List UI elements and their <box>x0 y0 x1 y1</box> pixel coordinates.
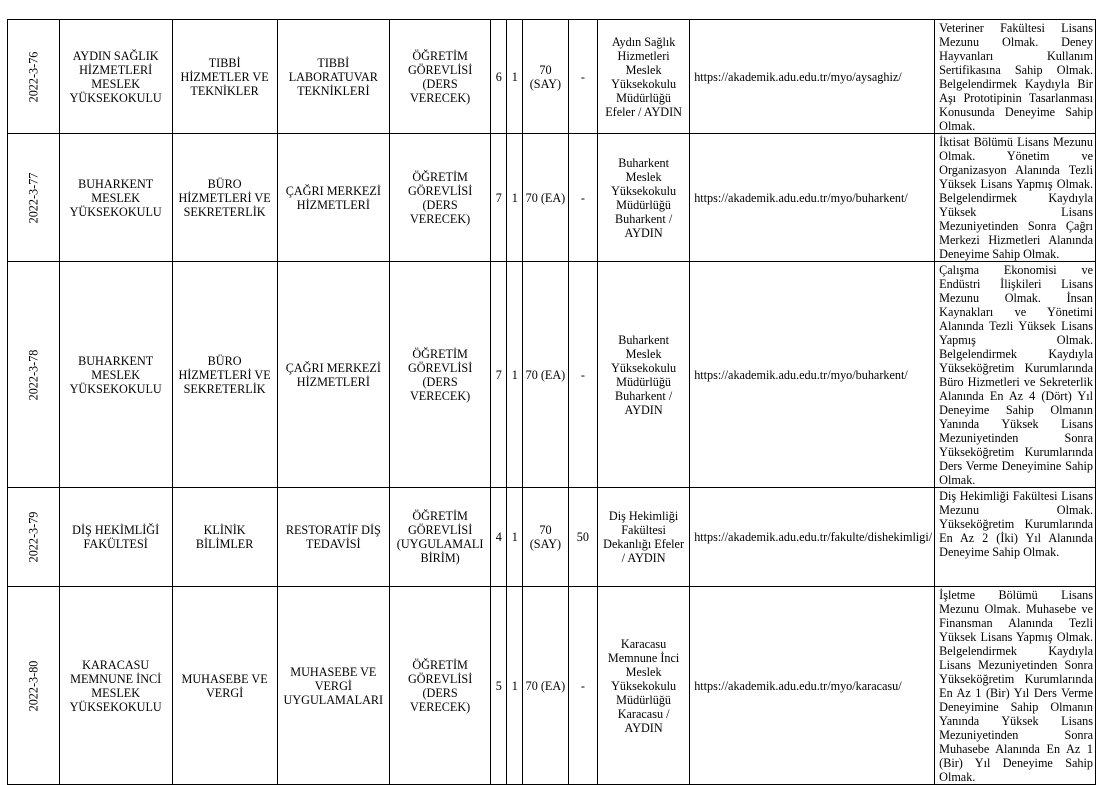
table-row <box>8 134 1096 262</box>
department-cell: TIBBİ HİZMETLER VE TEKNİKLER <box>172 20 277 134</box>
title-cell: ÖĞRETİM GÖREVLİSİ (DERS VERECEK) <box>390 20 491 134</box>
yds-cell: - <box>568 587 597 785</box>
ales-cell: 70 (EA) <box>523 587 569 785</box>
count-cell: 1 <box>507 587 523 785</box>
yds-cell: 50 <box>568 488 597 587</box>
yds-cell: - <box>568 20 597 134</box>
degree-cell: 6 <box>491 20 507 134</box>
count-cell: 1 <box>507 488 523 587</box>
program-cell: RESTORATİF DİŞ TEDAVİSİ <box>277 488 389 587</box>
yds-cell: - <box>568 134 597 262</box>
program-cell: MUHASEBE VE VERGİ UYGULAMALARI <box>277 587 389 785</box>
position-id: 2022-3-78 <box>26 349 41 400</box>
requirements-cell: İktisat Bölümü Lisans Mezunu Olmak. Yönetim ve Organizasyon Alanında Tezli Yüksek Lisans Yapmış Olmak. Belgelendirmek Kaydıyla Yüksek Lisans Mezuniyetinden Sonra Çağrı Merkezi Hizmetleri Alanında Deneyime Sahip Olmak. <box>935 134 1096 262</box>
title-cell: ÖĞRETİM GÖREVLİSİ (UYGULAMALI BİRİM) <box>390 488 491 587</box>
position-id: 2022-3-76 <box>26 51 41 102</box>
table-row <box>8 20 1096 134</box>
table-row <box>8 587 1096 785</box>
position-id-cell <box>8 134 60 262</box>
application-cell: Karacasu Memnune İnci Meslek Yüksekokulu Müdürlüğü Karacasu / AYDIN <box>598 587 690 785</box>
url-cell[interactable]: https://akademik.adu.edu.tr/myo/buharkent/ <box>690 262 935 488</box>
yds-cell: - <box>568 262 597 488</box>
degree-cell: 4 <box>491 488 507 587</box>
position-id: 2022-3-80 <box>26 660 41 711</box>
application-cell: Aydın Sağlık Hizmetleri Meslek Yüksekokulu Müdürlüğü Efeler / AYDIN <box>598 20 690 134</box>
position-id: 2022-3-77 <box>26 172 41 223</box>
ales-cell: 70 (EA) <box>523 262 569 488</box>
requirements-cell: Diş Hekimliği Fakültesi Lisans Mezunu Olmak. Yükseköğretim Kurumlarında En Az 2 (İki) Yıl Alanında Deneyime Sahip Olmak. <box>935 488 1096 587</box>
position-id-cell <box>8 488 60 587</box>
position-id-cell <box>8 20 60 134</box>
url-cell[interactable]: https://akademik.adu.edu.tr/fakulte/dishekimligi/ <box>690 488 935 587</box>
table-row <box>8 262 1096 488</box>
unit-cell: DİŞ HEKİMLİĞİ FAKÜLTESİ <box>59 488 172 587</box>
unit-cell: BUHARKENT MESLEK YÜKSEKOKULU <box>59 134 172 262</box>
count-cell: 1 <box>507 134 523 262</box>
application-cell: Diş Hekimliği Fakültesi Dekanlığı Efeler / AYDIN <box>598 488 690 587</box>
unit-cell: KARACASU MEMNUNE İNCİ MESLEK YÜKSEKOKULU <box>59 587 172 785</box>
requirements-cell: İşletme Bölümü Lisans Mezunu Olmak. Muhasebe ve Finansman Alanında Tezli Yüksek Lisans Yapmış Olmak. Belgelendirmek Kaydıyla Lisans Mezuniyetinden Sonra Yükseköğretim Kurumlarında En Az 1 (Bir) Yıl Ders Verme Deneyimine Sahip Olmanın Yanında Yüksek Lisans Mezuniyetinden Sonra Muhasebe Alanında En Az 1 (Bir) Yıl Deneyime Sahip Olmak. <box>935 587 1096 785</box>
application-cell: Buharkent Meslek Yüksekokulu Müdürlüğü Buharkent / AYDIN <box>598 262 690 488</box>
url-cell[interactable]: https://akademik.adu.edu.tr/myo/karacasu/ <box>690 587 935 785</box>
ales-cell: 70 (EA) <box>523 134 569 262</box>
ales-cell: 70 (SAY) <box>523 20 569 134</box>
program-cell: ÇAĞRI MERKEZİ HİZMETLERİ <box>277 134 389 262</box>
department-cell: BÜRO HİZMETLERİ VE SEKRETERLİK <box>172 134 277 262</box>
positions-table <box>7 19 1096 785</box>
application-cell: Buharkent Meslek Yüksekokulu Müdürlüğü Buharkent / AYDIN <box>598 134 690 262</box>
title-cell: ÖĞRETİM GÖREVLİSİ (DERS VERECEK) <box>390 587 491 785</box>
unit-cell: AYDIN SAĞLIK HİZMETLERİ MESLEK YÜKSEKOKULU <box>59 20 172 134</box>
position-id-cell <box>8 587 60 785</box>
unit-cell: BUHARKENT MESLEK YÜKSEKOKULU <box>59 262 172 488</box>
department-cell: KLİNİK BİLİMLER <box>172 488 277 587</box>
program-cell: ÇAĞRI MERKEZİ HİZMETLERİ <box>277 262 389 488</box>
degree-cell: 7 <box>491 262 507 488</box>
ales-cell: 70 (SAY) <box>523 488 569 587</box>
count-cell: 1 <box>507 20 523 134</box>
table-row <box>8 488 1096 587</box>
department-cell: MUHASEBE VE VERGİ <box>172 587 277 785</box>
title-cell: ÖĞRETİM GÖREVLİSİ (DERS VERECEK) <box>390 134 491 262</box>
program-cell: TIBBİ LABORATUVAR TEKNİKLERİ <box>277 20 389 134</box>
requirements-cell: Çalışma Ekonomisi ve Endüstri İlişkileri Lisans Mezunu Olmak. İnsan Kaynakları ve Yönetimi Alanında Tezli Yüksek Lisans Yapmış Olmak. Belgelendirmek Kaydıyla Yükseköğretim Kurumlarında Büro Hizmetleri ve Sekreterlik Alanında En Az 4 (Dört) Yıl Deneyime Sahip Olmanın Yanında Yüksek Lisans Mezuniyetinden Sonra Yükseköğretim Kurumlarında Ders Verme Deneyimine Sahip Olmak. <box>935 262 1096 488</box>
degree-cell: 7 <box>491 134 507 262</box>
url-cell[interactable]: https://akademik.adu.edu.tr/myo/aysaghiz/ <box>690 20 935 134</box>
degree-cell: 5 <box>491 587 507 785</box>
title-cell: ÖĞRETİM GÖREVLİSİ (DERS VERECEK) <box>390 262 491 488</box>
position-id-cell <box>8 262 60 488</box>
department-cell: BÜRO HİZMETLERİ VE SEKRETERLİK <box>172 262 277 488</box>
count-cell: 1 <box>507 262 523 488</box>
position-id: 2022-3-79 <box>26 511 41 563</box>
requirements-cell: Veteriner Fakültesi Lisans Mezunu Olmak. Deney Hayvanları Kullanım Sertifikasına Sahip Olmak. Belgelendirmek Kaydıyla Bir Aşı Prototipinin Tasarlanması Konusunda Deneyime Sahip Olmak. <box>935 20 1096 134</box>
url-cell[interactable]: https://akademik.adu.edu.tr/myo/buharkent/ <box>690 134 935 262</box>
